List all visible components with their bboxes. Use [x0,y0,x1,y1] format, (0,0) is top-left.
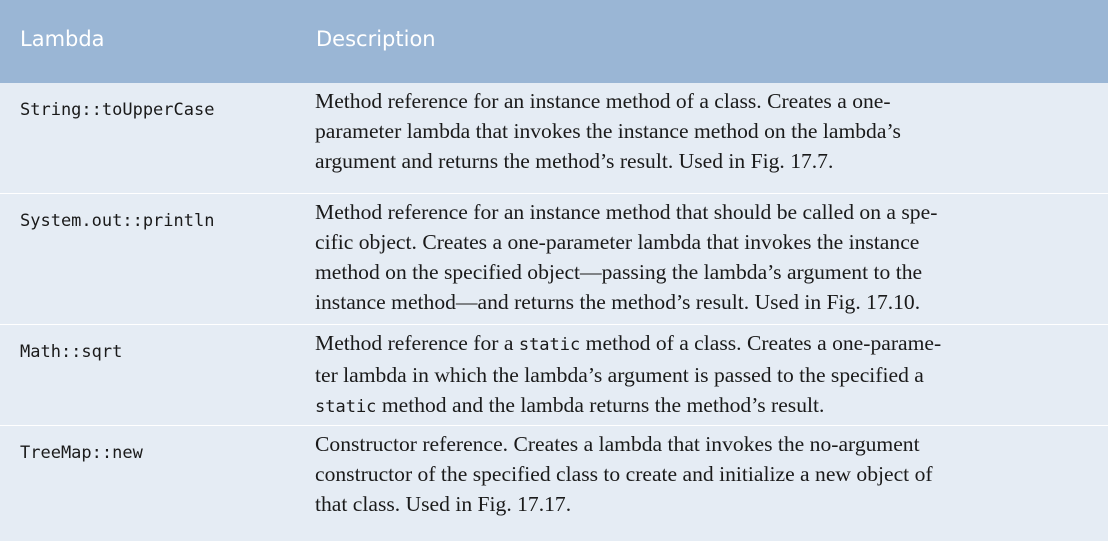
table-row [0,325,1108,425]
inline-code: static [315,397,377,417]
description-line: parameter lambda that invokes the instance method on the lambda’s [315,119,901,143]
table-row [0,83,1108,193]
lambda-cell: String::toUpperCase [20,100,215,120]
description-line: argument and returns the method’s result. Used in Fig. 17.7. [315,149,834,173]
description-cell [315,86,1095,176]
description-line: Method reference for an instance method of a class. Creates a one- [315,89,891,113]
description-cell [315,197,1095,317]
table-row [0,426,1108,541]
description-line: Constructor reference. Creates a lambda that invokes the no-argument [315,432,920,456]
lambda-cell: TreeMap::new [20,443,143,463]
description-text: Method reference for a [315,331,519,355]
description-text: method of a class. Creates a one-parame- [580,331,942,355]
header-description: Description [316,27,436,51]
lambda-cell: System.out::println [20,211,215,231]
inline-code: static [518,335,581,355]
description-cell [315,429,1095,519]
lambda-cell: Math::sqrt [20,342,123,362]
description-line: cific object. Creates a one-parameter lambda that invokes the instance [315,230,920,254]
description-line: that class. Used in Fig. 17.17. [315,492,572,516]
description-line: ter lambda in which the lambda’s argument is passed to the specified a [315,363,924,387]
table-header [0,0,1108,83]
description-line [315,390,1095,422]
description-line [315,328,1095,360]
table-row [0,194,1108,324]
description-line: instance method—and returns the method’s result. Used in Fig. 17.10. [315,290,921,314]
description-line: constructor of the specified class to create and initialize a new object of [315,462,933,486]
description-cell [315,328,1095,422]
description-text: method and the lambda returns the method’s result. [376,393,825,417]
description-line: method on the specified object—passing the lambda’s argument to the [315,260,923,284]
header-lambda: Lambda [20,27,105,51]
description-line: Method reference for an instance method that should be called on a spe- [315,200,938,224]
